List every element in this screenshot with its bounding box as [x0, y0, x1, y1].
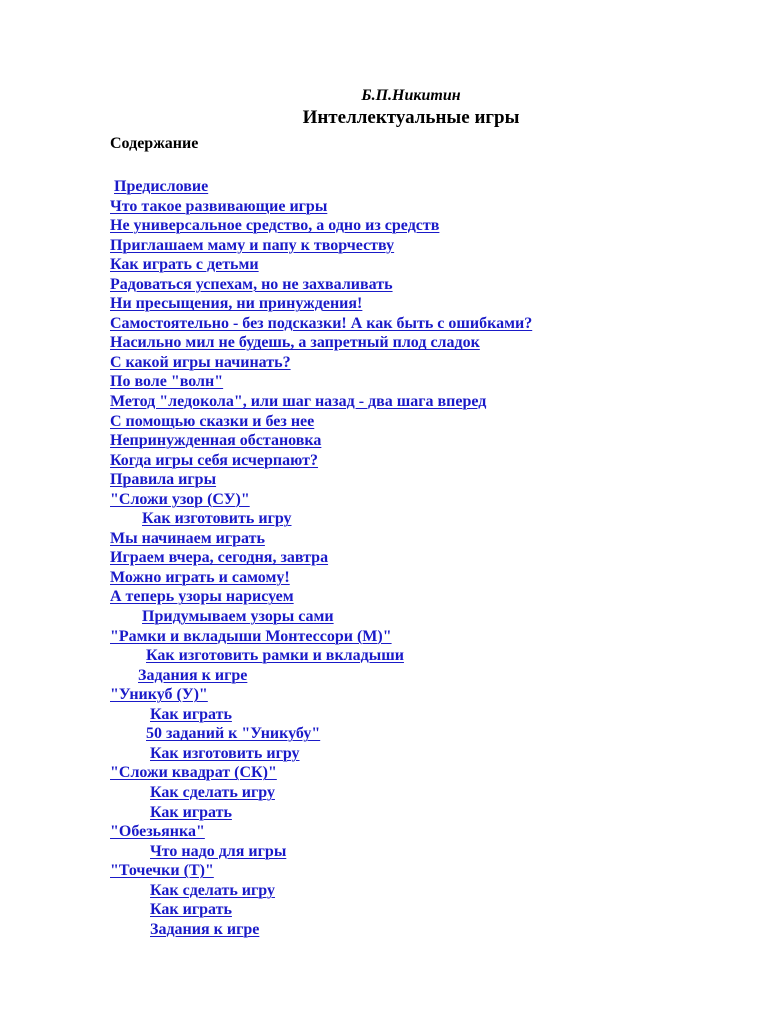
toc-link[interactable]: "Точечки (Т)"	[110, 862, 214, 880]
toc-entry	[110, 236, 750, 256]
toc-link[interactable]: Как играть	[150, 705, 232, 723]
toc-entry	[110, 333, 750, 353]
toc-link[interactable]: Радоваться успехам, но не захваливать	[110, 275, 393, 293]
toc-link[interactable]: "Рамки и вкладыши Монтессори (М)"	[110, 627, 392, 645]
toc-entry	[110, 275, 750, 295]
toc-link[interactable]: Задания к игре	[138, 666, 248, 684]
toc-link[interactable]: С помощью сказки и без нее	[110, 412, 315, 430]
toc-link[interactable]: Насильно мил не будешь, а запретный плод сладок	[110, 334, 480, 352]
toc-entry	[110, 822, 750, 842]
toc-entry	[110, 842, 750, 862]
toc-entry	[110, 861, 750, 881]
toc-entry	[110, 353, 750, 373]
toc-link[interactable]: "Уникуб (У)"	[110, 686, 208, 704]
toc-link[interactable]: Непринужденная обстановка	[110, 432, 322, 450]
toc-entry	[110, 744, 750, 764]
toc-link[interactable]: По воле "волн"	[110, 373, 224, 391]
toc-entry	[110, 392, 750, 412]
toc-entry	[110, 255, 750, 275]
toc-entry	[110, 548, 750, 568]
toc-link[interactable]: Придумываем узоры сами	[142, 608, 334, 626]
toc-link[interactable]: Что такое развивающие игры	[110, 197, 328, 215]
toc-entry	[110, 607, 750, 627]
toc-link[interactable]: Как сделать игру	[150, 881, 275, 899]
toc-link[interactable]: Как играть с детьми	[110, 256, 259, 274]
toc-entry	[110, 529, 750, 549]
toc-entry	[110, 705, 750, 725]
toc-entry	[110, 431, 750, 451]
toc-entry	[110, 372, 750, 392]
toc-entry	[110, 177, 750, 197]
toc-link[interactable]: А теперь узоры нарисуем	[110, 588, 294, 606]
toc-entry	[110, 900, 750, 920]
contents-heading: Содержание	[110, 135, 199, 152]
toc-link[interactable]: С какой игры начинать?	[110, 353, 291, 371]
toc-entry	[110, 763, 750, 783]
toc-entry	[110, 627, 750, 647]
page-title: Интеллектуальные игры	[302, 107, 520, 128]
toc-link[interactable]: Предисловие	[114, 178, 209, 195]
toc-entry	[110, 568, 750, 588]
toc-link[interactable]: Метод "ледокола", или шаг назад - два шага вперед	[110, 393, 487, 411]
toc-link[interactable]: Приглашаем маму и папу к творчеству	[110, 236, 395, 254]
toc-link[interactable]: Правила игры	[110, 471, 217, 489]
toc-link[interactable]: Когда игры себя исчерпают?	[110, 451, 319, 469]
toc-entry	[110, 470, 750, 490]
toc-entry	[110, 197, 750, 217]
toc-link[interactable]: Как играть	[150, 803, 232, 821]
toc-entry	[110, 724, 750, 744]
toc-entry	[110, 451, 750, 471]
toc-link[interactable]: "Обезьянка"	[110, 823, 205, 841]
toc-entry	[110, 509, 750, 529]
toc-entry	[110, 412, 750, 432]
toc-link[interactable]: Играем вчера, сегодня, завтра	[110, 549, 329, 567]
toc-link[interactable]: Что надо для игры	[150, 842, 287, 860]
toc-link[interactable]: Как изготовить рамки и вкладыши	[146, 647, 404, 665]
toc-entry	[110, 920, 750, 940]
toc-entry	[110, 216, 750, 236]
toc-link[interactable]: Самостоятельно - без подсказки! А как быть с ошибками?	[110, 314, 533, 332]
toc-entry	[110, 803, 750, 823]
toc-entry	[110, 685, 750, 705]
toc-link[interactable]: "Сложи узор (СУ)"	[110, 490, 250, 508]
toc-link[interactable]: Мы начинаем играть	[110, 529, 265, 547]
toc-link[interactable]: "Сложи квадрат (СК)"	[110, 764, 277, 782]
toc-link[interactable]: 50 заданий к "Уникубу"	[146, 725, 321, 743]
toc-link[interactable]: Не универсальное средство, а одно из средств	[110, 217, 440, 235]
toc-link[interactable]: Как сделать игру	[150, 783, 275, 801]
toc-entry	[110, 314, 750, 334]
toc-entry	[110, 587, 750, 607]
toc-link[interactable]: Как играть	[150, 901, 232, 919]
toc-entry	[110, 646, 750, 666]
toc-link[interactable]: Как изготовить игру	[142, 510, 292, 528]
toc-link[interactable]: Можно играть и самому!	[110, 568, 290, 586]
table-of-contents	[110, 177, 750, 939]
author-name: Б.П.Никитин	[361, 87, 461, 104]
toc-entry	[110, 783, 750, 803]
toc-entry	[110, 666, 750, 686]
toc-entry	[110, 881, 750, 901]
toc-link[interactable]: Задания к игре	[150, 920, 260, 938]
toc-entry	[110, 490, 750, 510]
toc-entry	[110, 294, 750, 314]
toc-link[interactable]: Как изготовить игру	[150, 744, 300, 762]
toc-link[interactable]: Ни пресыщения, ни принуждения!	[110, 295, 363, 313]
